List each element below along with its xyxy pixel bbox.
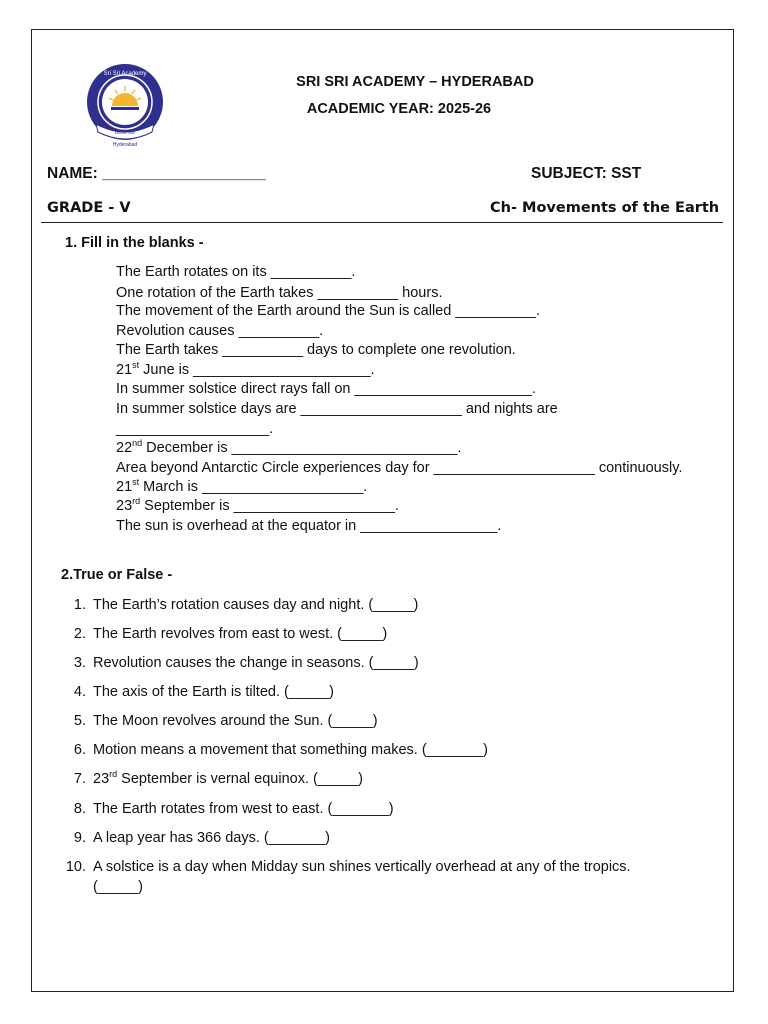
true-false-text — [93, 626, 387, 642]
fill-blank-text — [116, 323, 323, 339]
true-false-number: 9. — [73, 830, 86, 846]
fill-blank-text — [116, 362, 375, 378]
fill-blank-text-main: The Earth rotates on its __________. — [116, 264, 356, 280]
true-false-text-main: The axis of the Earth is tilted. (_____) — [93, 684, 334, 700]
true-false-number: 5. — [73, 713, 86, 729]
true-false-ordinal-suffix: rd — [109, 769, 118, 780]
fill-blank-text-main: One rotation of the Earth takes __________ hours. — [116, 285, 443, 301]
true-false-text-main: The Moon revolves around the Sun. (_____) — [93, 713, 378, 729]
fill-blank-text — [116, 264, 355, 280]
true-false-text — [93, 879, 143, 895]
academic-year: ACADEMIC YEAR: 2025-26 — [306, 101, 492, 117]
fill-blank-text — [116, 460, 682, 476]
fill-blank-text — [116, 440, 461, 456]
fill-blank-text — [116, 518, 501, 534]
true-false-text — [93, 597, 418, 613]
fill-blank-text — [116, 342, 516, 358]
header-divider — [41, 222, 723, 223]
fill-blank-ordinal-suffix: nd — [132, 438, 143, 449]
logo-top-text: Sri Sri Academy — [103, 71, 147, 77]
fill-blank-text-main: The sun is overhead at the equator in _________________. — [116, 518, 502, 534]
true-false-text-main: The Earth’s rotation causes day and night. (_____) — [93, 597, 419, 613]
fill-blank-text — [116, 421, 273, 437]
fill-blank-text — [116, 401, 558, 417]
fill-blank-text-rest: September is ____________________. — [140, 498, 399, 514]
school-name: SRI SRI ACADEMY – HYDERABAD — [296, 74, 534, 90]
true-false-number: 2. — [73, 626, 86, 642]
fill-blank-text-main: ___________________. — [116, 421, 274, 437]
logo-city-text: Hyderabad — [112, 142, 138, 148]
true-false-number: 8. — [73, 801, 86, 817]
fill-blank-text-main: The Earth takes __________ days to complete one revolution. — [116, 342, 516, 358]
true-false-text — [93, 684, 334, 700]
fill-blank-ordinal-suffix: st — [132, 477, 140, 488]
fill-blank-text-rest: June is ______________________. — [139, 362, 375, 378]
fill-blank-text-main: Area beyond Antarctic Circle experiences day for ____________________ continuously. — [116, 460, 683, 476]
fill-blank-text — [116, 381, 536, 397]
true-false-text-main: A leap year has 366 days. (_______) — [93, 830, 330, 846]
true-false-text — [93, 859, 631, 875]
subject-label: SUBJECT: SST — [531, 165, 642, 182]
fill-blank-text-main: 21 — [116, 362, 133, 378]
fill-blank-text-main: 22 — [116, 440, 133, 456]
fill-blank-text-main: Revolution causes __________. — [116, 323, 324, 339]
fill-blank-text — [116, 285, 442, 301]
true-false-text — [93, 830, 330, 846]
fill-blank-text-main: In summer solstice direct rays fall on ______________________. — [116, 381, 536, 397]
fill-blank-text-rest: December is ____________________________. — [142, 440, 462, 456]
true-false-text-main: The Earth rotates from west to east. (_______) — [93, 801, 394, 817]
name-label: NAME: ___________________ — [47, 165, 266, 182]
fill-blank-text — [116, 498, 399, 514]
true-false-number: 4. — [73, 684, 86, 700]
true-false-text-main: 23 — [93, 771, 110, 787]
grade-label: GRADE - V — [47, 200, 131, 216]
fill-blank-text-main: 23 — [116, 498, 133, 514]
logo-motto-text: Eternal Truth — [114, 131, 136, 135]
fill-blank-ordinal-suffix: rd — [132, 496, 141, 507]
true-false-text-main: (_____) — [93, 879, 143, 895]
true-false-text-rest: September is vernal equinox. (_____) — [117, 771, 363, 787]
true-false-text-main: Motion means a movement that something makes. (_______) — [93, 742, 488, 758]
true-false-number: 1. — [73, 597, 86, 613]
true-false-text-main: Revolution causes the change in seasons. (_____) — [93, 655, 419, 671]
section1-title: 1. Fill in the blanks - — [65, 235, 204, 251]
chapter-label: Ch- Movements of the Earth — [490, 200, 720, 216]
true-false-number: 6. — [73, 742, 86, 758]
true-false-text — [93, 742, 488, 758]
true-false-number: 7. — [73, 771, 86, 787]
true-false-text-main: A solstice is a day when Midday sun shines vertically overhead at any of the tropics. — [93, 859, 631, 875]
fill-blank-ordinal-suffix: st — [132, 360, 140, 371]
true-false-number: 10. — [65, 859, 86, 875]
fill-blank-text-main: The movement of the Earth around the Sun is called __________. — [116, 303, 541, 319]
fill-blank-text — [116, 303, 540, 319]
fill-blank-text — [116, 479, 367, 495]
true-false-text — [93, 655, 419, 671]
true-false-text-main: The Earth revolves from east to west. (_____) — [93, 626, 388, 642]
true-false-text — [93, 771, 363, 787]
true-false-text — [93, 713, 378, 729]
true-false-text — [93, 801, 394, 817]
fill-blank-text-main: In summer solstice days are ____________________ and nights are — [116, 401, 558, 417]
fill-blank-text-main: 21 — [116, 479, 133, 495]
section2-title: 2.True or False - — [61, 567, 173, 583]
fill-blank-text-rest: March is ____________________. — [139, 479, 368, 495]
true-false-number: 3. — [73, 655, 86, 671]
